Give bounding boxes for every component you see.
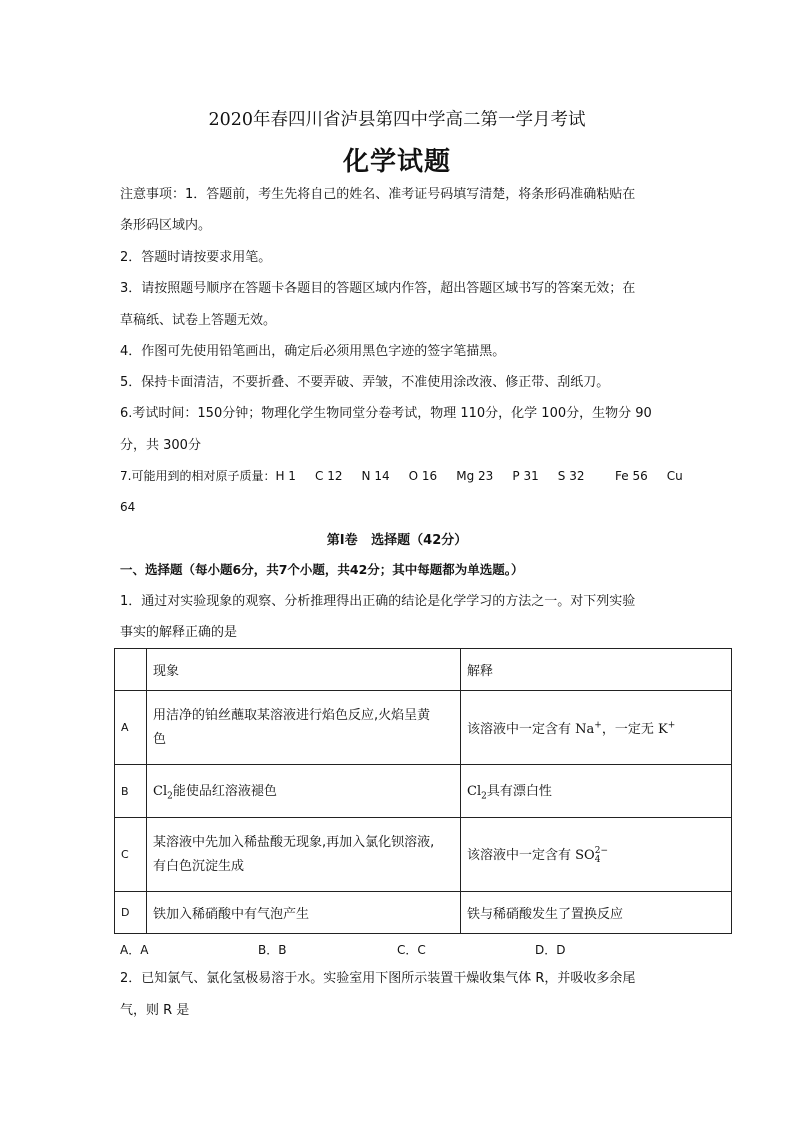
sodium-symbol: Na (575, 722, 595, 737)
option-d[interactable]: D．D (535, 943, 566, 957)
option-a[interactable]: A．A (120, 943, 149, 957)
q2-stem-line-1: 2．已知氯气、氯化氢极易溶于水。实验室用下图所示装置干燥收集气体 R，并吸收多余尾 (120, 971, 636, 986)
q2-stem-line-2: 气，则 R 是 (120, 1003, 190, 1018)
explanation-text: 具有漂白性 (486, 784, 552, 800)
notes-line-3: 2．答题时请按要求用笔。 (120, 250, 272, 265)
row-label: C (115, 818, 147, 892)
row-phenomenon-line-2: 色 (153, 731, 167, 747)
notes-line-7: 5．保持卡面清洁，不要折叠、不要弄破、弄皱，不准使用涂改液、修正带、刮纸刀。 (120, 375, 610, 390)
sulfate-ion: SO 2− 4 (575, 845, 608, 865)
notes-line-10: 7.可能用到的相对原子质量：H 1 C 12 N 14 O 16 Mg 23 P 31 S 32 Fe 56 Cu (120, 469, 683, 483)
chlorine-symbol: Cl (153, 784, 168, 800)
q1-table (114, 648, 732, 934)
notes-line-11: 64 (120, 500, 136, 514)
explanation-text-mid: ，一定无 (601, 722, 658, 737)
potassium-symbol: K (657, 722, 668, 737)
exam-title: 2020年春四川省泸县第四中学高二第一学月考试 (208, 110, 586, 130)
chlorine-formula: $Cl_2$ (467, 784, 487, 802)
notes-line-6: 4．作图可先使用铅笔画出，确定后必须用黑色字迹的签字笔描黑。 (120, 344, 506, 359)
table-header-row (115, 649, 732, 691)
row-explanation: 铁与稀硝酸发生了置换反应 (461, 892, 732, 934)
table-row (115, 818, 732, 892)
volume-heading: 第Ⅰ卷 选择题（42分） (326, 533, 468, 548)
row-explanation (461, 818, 732, 892)
table-row (115, 892, 732, 934)
option-c[interactable]: C．C (397, 943, 426, 957)
sulfate-symbol: SO (575, 848, 595, 864)
notes-line-9: 分，共 300分 (120, 438, 201, 453)
chlorine-symbol: Cl (467, 784, 482, 800)
explanation-text: 该溶液中一定含有 (467, 848, 576, 864)
potassium-ion: K+ (657, 720, 676, 737)
row-phenomenon: 铁加入稀硝酸中有气泡产生 (147, 892, 461, 934)
notes-line-2: 条形码区域内。 (120, 218, 212, 233)
row-phenomenon-line-2: 有白色沉淀生成 (153, 858, 245, 874)
sodium-ion: Na+ (575, 720, 602, 737)
q1-stem-line-1: 1．通过对实验现象的观察、分析推理得出正确的结论是化学学习的方法之一。对下列实验 (120, 594, 636, 609)
row-label: A (115, 691, 147, 765)
row-explanation (461, 691, 732, 765)
table-header-explanation: 解释 (461, 649, 732, 691)
notes-line-1: 注意事项：1．答题前，考生先将自己的姓名、准考证号码填写清楚，将条形码准确粘贴在 (120, 187, 636, 202)
option-b[interactable]: B．B (258, 943, 287, 957)
subject-title: 化学试题 (342, 147, 451, 177)
row-phenomenon (147, 765, 461, 818)
chlorine-formula: $Cl_2$ (153, 784, 173, 802)
row-phenomenon (147, 818, 461, 892)
row-phenomenon-line-1: 用洁净的铂丝蘸取某溶液进行焰色反应,火焰呈黄 (153, 707, 431, 723)
row-label: B (115, 765, 147, 818)
notes-line-8: 6.考试时间：150分钟；物理化学生物同堂分卷考试，物理 110分，化学 100分，生物分 90 (120, 406, 652, 421)
table-header-label-cell (115, 649, 147, 691)
table-header-phenomenon: 现象 (147, 649, 461, 691)
table-row (115, 691, 732, 765)
phenomenon-text: 能使品红溶液褪色 (172, 784, 277, 800)
notes-line-4: 3．请按照题号顺序在答题卡各题目的答题区域内作答，超出答题区域书写的答案无效；在 (120, 281, 636, 296)
section-heading: 一、选择题（每小题6分，共7个小题，共42分；其中每题都为单选题。） (120, 562, 524, 577)
row-phenomenon-line-1: 某溶液中先加入稀盐酸无现象,再加入氯化钡溶液, (153, 834, 435, 850)
row-phenomenon (147, 691, 461, 765)
table-row (115, 765, 732, 818)
notes-line-5: 草稿纸、试卷上答题无效。 (120, 313, 277, 328)
explanation-text: 该溶液中一定含有 (467, 722, 576, 737)
row-explanation (461, 765, 732, 818)
q1-stem-line-2: 事实的解释正确的是 (120, 625, 238, 640)
row-label: D (115, 892, 147, 934)
